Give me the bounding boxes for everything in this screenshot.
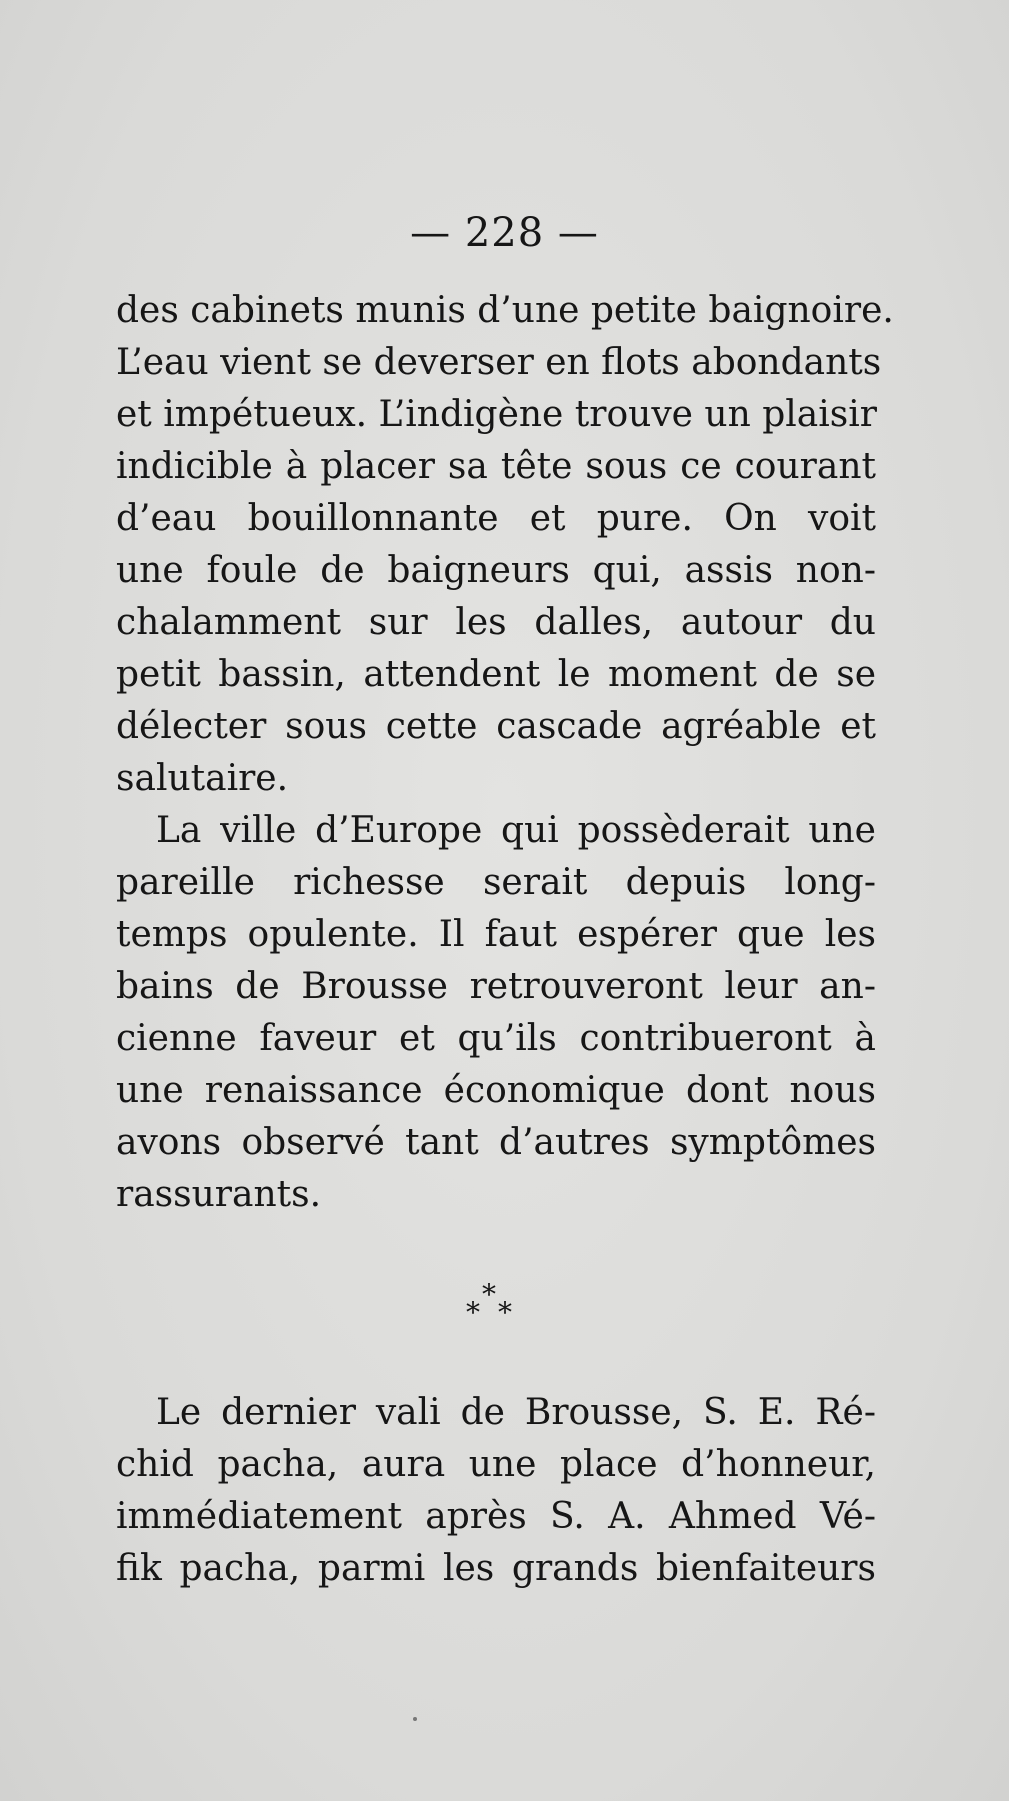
text-line: fik pacha, parmi les grands bienfaiteurs [116,1548,876,1589]
text-line: salutaire. [116,758,289,799]
text-line: Le dernier vali de Brousse, S. E. Ré- [156,1392,876,1433]
asterism-star: * [482,1278,496,1311]
text-line: La ville d’Europe qui possèderait une [156,810,876,851]
text-line: pareille richesse serait depuis long- [116,862,876,903]
paper-speck [413,1717,417,1721]
body-text [116,285,894,1595]
text-line: chid pacha, aura une place d’honneur, [116,1444,876,1485]
paragraph-vali-brousse [116,1387,876,1595]
text-line: d’eau bouillonnante et pure. On voit [116,498,876,539]
text-line: L’eau vient se deverser en flots abondants [116,342,882,383]
text-line: temps opulente. Il faut espérer que les [116,914,876,955]
asterism-separator [116,1269,876,1339]
text-line: immédiatement après S. A. Ahmed Vé- [116,1496,876,1537]
text-line: une renaissance économique dont nous [116,1070,876,1111]
text-line: petit bassin, attendent le moment de se [116,654,876,695]
text-line: et impétueux. L’indigène trouve un plaisir [116,394,877,435]
text-line: cienne faveur et qu’ils contribueront à [116,1018,876,1059]
text-line: rassurants. [116,1174,322,1215]
paragraph-ville-europe [116,805,876,1221]
page-number: — 228 — [410,210,599,256]
text-line: une foule de baigneurs qui, assis non- [116,550,876,591]
text-line: avons observé tant d’autres symptômes [116,1122,876,1163]
section-gap [116,1339,876,1387]
text-line: des cabinets munis d’une petite baignoire. [116,290,894,331]
asterism-star: * [498,1296,512,1329]
text-line: délecter sous cette cascade agréable et [116,706,876,747]
paragraph-bains [116,285,894,805]
section-gap [116,1221,876,1269]
text-line: bains de Brousse retrouveront leur an- [116,966,876,1007]
text-line: indicible à placer sa tête sous ce courant [116,446,876,487]
text-line: chalamment sur les dalles, autour du [116,602,876,643]
asterism-star: * [466,1296,480,1329]
